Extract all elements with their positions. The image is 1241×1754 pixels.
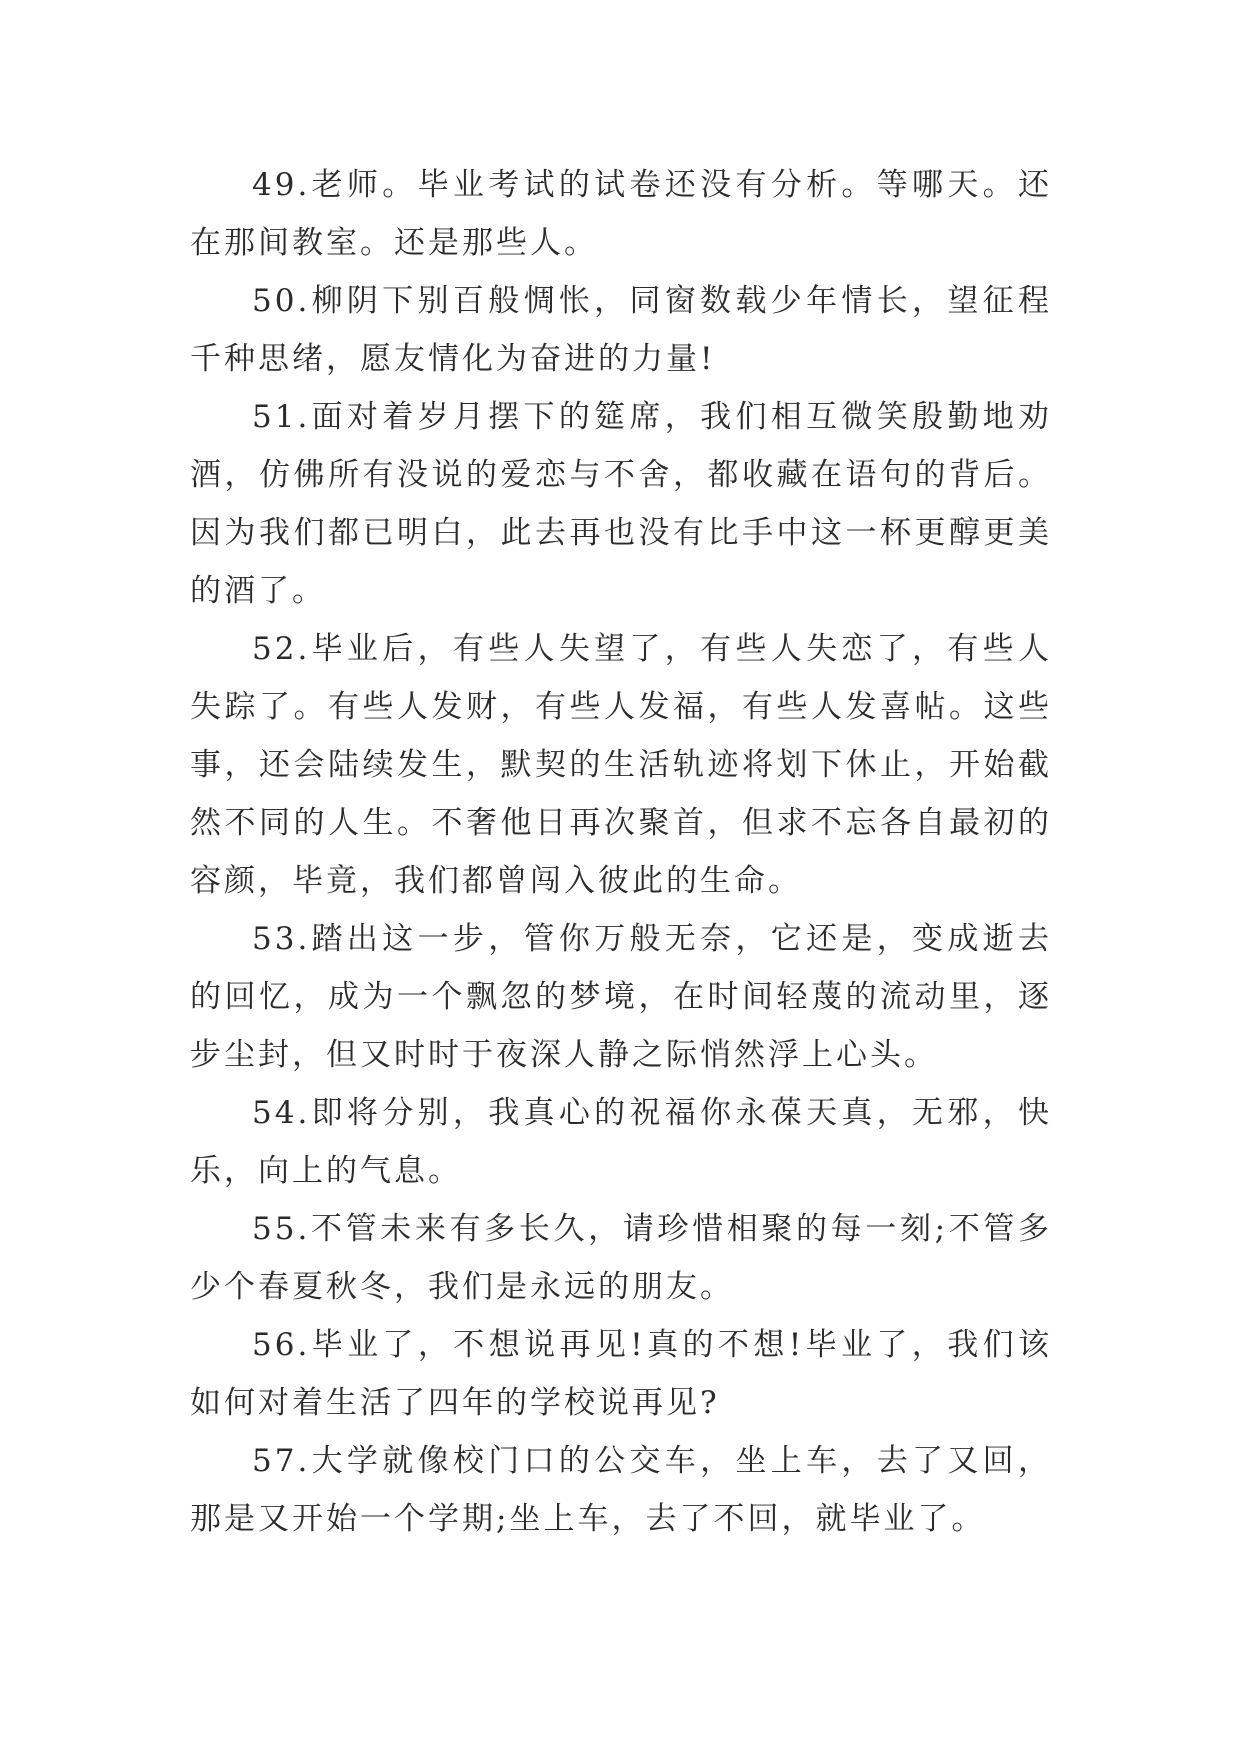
paragraph-51: 51.面对着岁月摆下的筵席，我们相互微笑殷勤地劝酒，仿佛所有没说的爱恋与不舍，都收藏在语句的背后。因为我们都已明白，此去再也没有比手中这一杯更醇更美的酒了。	[190, 399, 1052, 609]
document-body	[190, 156, 1052, 1548]
paragraph-57: 57.大学就像校门口的公交车，坐上车，去了又回，那是又开始一个学期;坐上车，去了不回，就毕业了。	[190, 1443, 1052, 1537]
paragraph-55: 55.不管未来有多长久，请珍惜相聚的每一刻;不管多少个春夏秋冬，我们是永远的朋友。	[190, 1211, 1052, 1305]
paragraph-53: 53.踏出这一步，管你万般无奈，它还是，变成逝去的回忆，成为一个飘忽的梦境，在时间轻蔑的流动里，逐步尘封，但又时时于夜深人静之际悄然浮上心头。	[190, 921, 1052, 1073]
paragraph-56: 56.毕业了，不想说再见!真的不想!毕业了，我们该如何对着生活了四年的学校说再见?	[190, 1327, 1052, 1421]
paragraph-54: 54.即将分别，我真心的祝福你永葆天真，无邪，快乐，向上的气息。	[190, 1095, 1052, 1189]
paragraph-50: 50.柳阴下别百般惆怅，同窗数载少年情长，望征程千种思绪，愿友情化为奋进的力量!	[190, 283, 1052, 377]
paragraph-49: 49.老师。毕业考试的试卷还没有分析。等哪天。还在那间教室。还是那些人。	[190, 167, 1052, 261]
paragraph-52: 52.毕业后，有些人失望了，有些人失恋了，有些人失踪了。有些人发财，有些人发福，有些人发喜帖。这些事，还会陆续发生，默契的生活轨迹将划下休止，开始截然不同的人生。不奢他日再次聚首，但求不忘各自最初的容颜，毕竟，我们都曾闯入彼此的生命。	[190, 631, 1052, 899]
